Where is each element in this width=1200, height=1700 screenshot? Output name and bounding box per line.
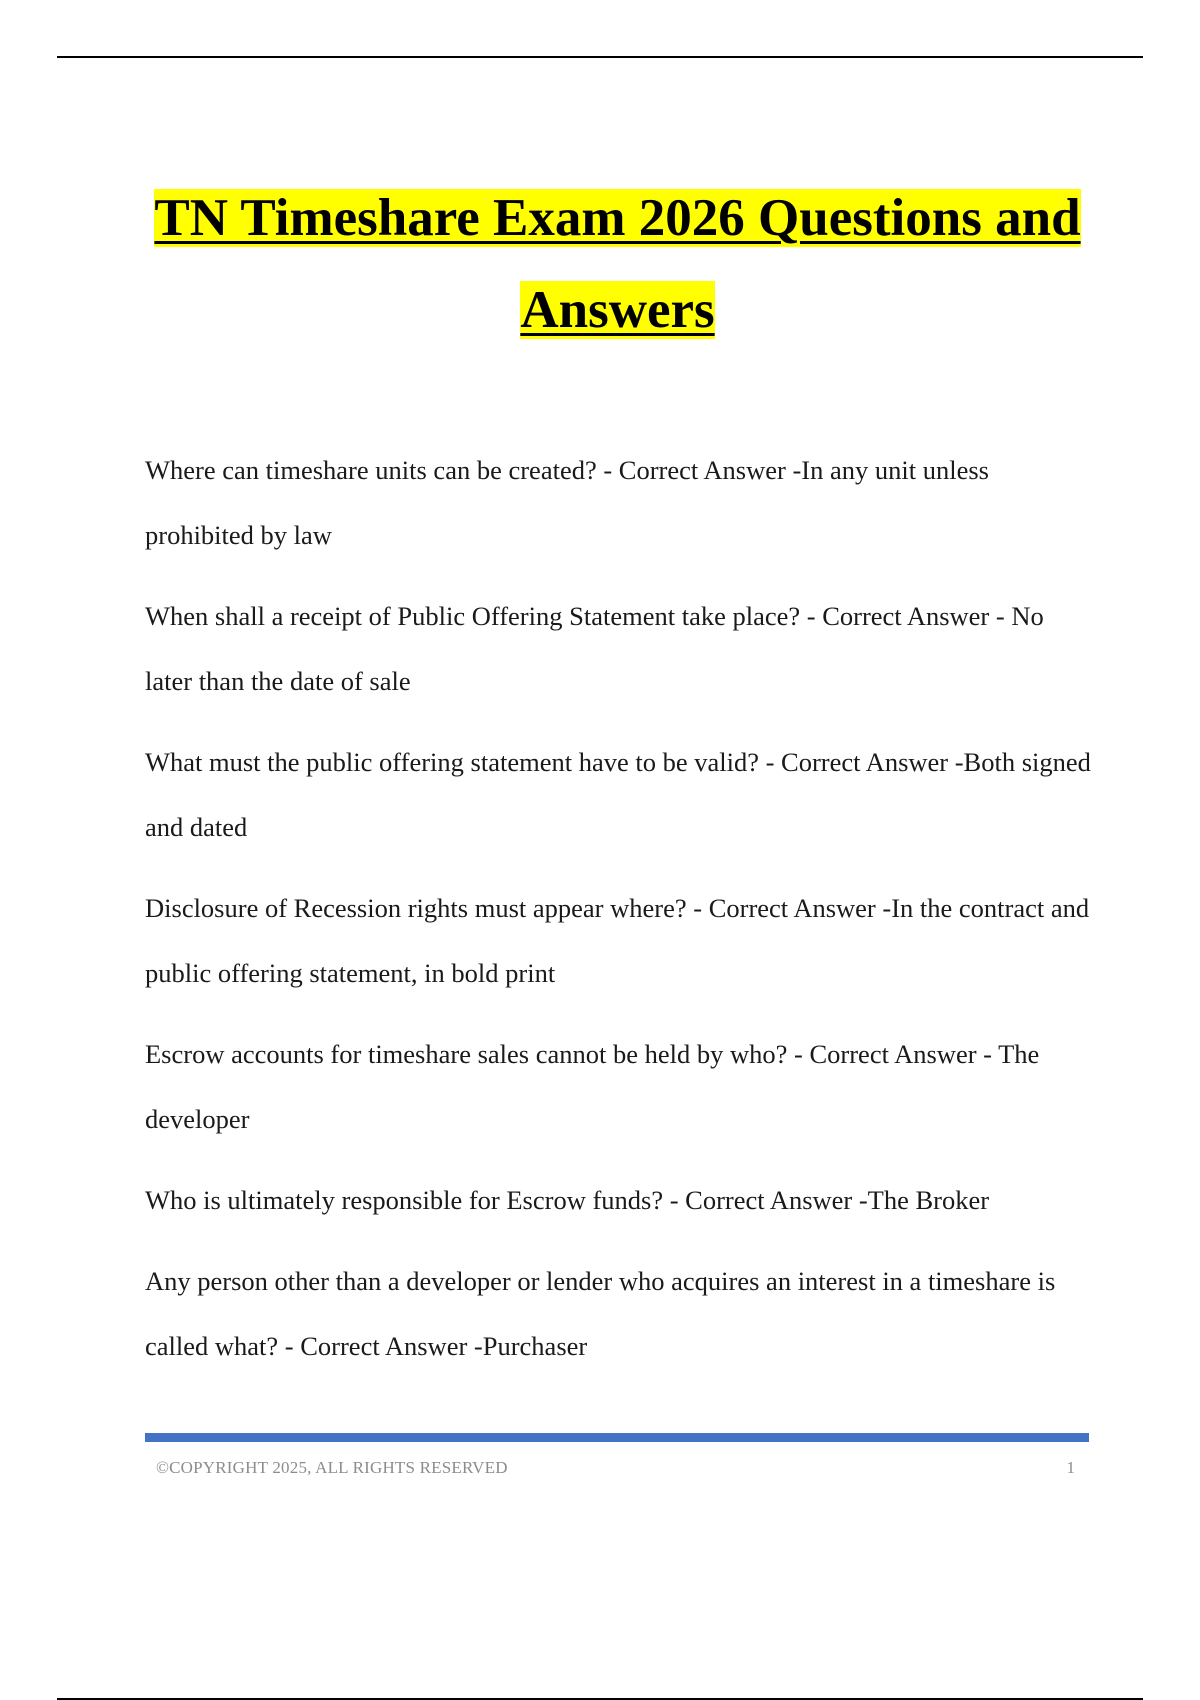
qa-item-5: Escrow accounts for timeshare sales cannot be held by who? - Correct Answer - The developer <box>145 1039 1040 1134</box>
footer-copyright: ©COPYRIGHT 2025, ALL RIGHTS RESERVED <box>156 1458 508 1477</box>
page-number: 1 <box>1066 1458 1075 1477</box>
qa-item-1: Where can timeshare units can be created? - Correct Answer -In any unit unless prohibited by law <box>145 455 989 550</box>
qa-item-7: Any person other than a developer or lender who acquires an interest in a timeshare is called what? - Correct Answer -Purchaser <box>145 1266 1056 1361</box>
footer-bar <box>145 1433 1089 1442</box>
qa-item-3: What must the public offering statement have to be valid? - Correct Answer -Both signed and dated <box>145 747 1091 842</box>
qa-item-4: Disclosure of Recession rights must appear where? - Correct Answer -In the contract and public offering statement, in bold print <box>145 893 1090 988</box>
top-rule <box>57 56 1143 58</box>
qa-list <box>145 438 1095 1395</box>
qa-item-2: When shall a receipt of Public Offering Statement take place? - Correct Answer - No later than the date of sale <box>145 601 1044 696</box>
qa-item-6: Who is ultimately responsible for Escrow funds? - Correct Answer -The Broker <box>145 1185 990 1215</box>
title-highlight: TN Timeshare Exam 2026 Questions and Answers <box>154 189 1081 339</box>
page-title <box>100 172 1135 356</box>
